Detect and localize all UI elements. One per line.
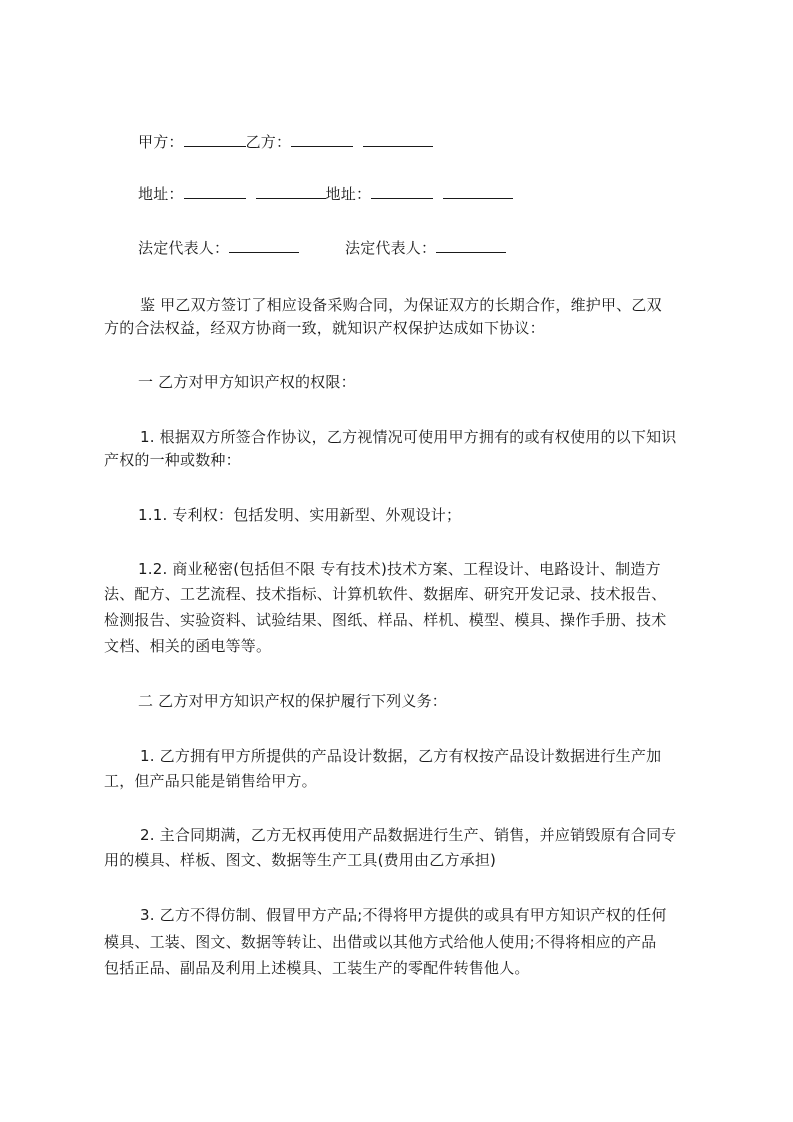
s2-item-3-line-2: 模具、工装、图文、数据等转让、出借或以其他方式给他人使用;不得将相应的产品 <box>104 933 657 951</box>
s1-item-1-line-2: 产权的一种或数种： <box>104 451 241 469</box>
rep-b-label: 法定代表人： <box>345 239 437 257</box>
party-b-label: 乙方： <box>245 133 292 151</box>
s2-item-2-line-2: 用的模具、样板、图文、数据等生产工具(费用由乙方承担) <box>104 851 497 869</box>
s2-item-1-line-2: 工，但产品只能是销售给甲方。 <box>104 772 317 790</box>
address-b-label: 地址： <box>325 185 372 203</box>
party-b-blank-1 <box>291 132 353 147</box>
party-b-blank-2 <box>363 132 433 147</box>
s1-item-1-2-line-2: 法、配方、工艺流程、技术指标、计算机软件、数据库、研究开发记录、技术报告、 <box>104 585 667 603</box>
s2-item-3-line-3: 包括正品、副品及利用上述模具、工装生产的零配件转售他人。 <box>104 959 530 977</box>
s1-item-1-2-line-1: 1.2. 商业秘密(包括但不限 专有技术)技术方案、工程设计、电路设计、制造方 <box>138 560 661 578</box>
address-a-blank-2 <box>256 184 326 199</box>
address-b-blank-2 <box>443 184 513 199</box>
s1-item-1-2-line-3: 检测报告、实验资料、试验结果、图纸、样品、样机、模型、模具、操作手册、技术 <box>104 611 667 629</box>
party-a-blank <box>184 132 246 147</box>
representatives-line-b <box>345 238 506 258</box>
s2-item-2-line-1: 2. 主合同期满，乙方无权再使用产品数据进行生产、销售，并应销毁原有合同专 <box>140 826 677 844</box>
s1-item-1-line-1: 1. 根据双方所签合作协议，乙方视情况可使用甲方拥有的或有权使用的以下知识 <box>140 428 677 446</box>
address-a-label: 地址： <box>138 185 184 203</box>
section-1-title: 一 乙方对甲方知识产权的权限： <box>138 373 356 391</box>
s1-item-1-2-line-4: 文档、相关的函电等等。 <box>104 637 272 655</box>
s2-item-1-line-1: 1. 乙方拥有甲方所提供的产品设计数据，乙方有权按产品设计数据进行生产加 <box>140 747 662 765</box>
s2-item-3-line-1: 3. 乙方不得仿制、假冒甲方产品;不得将甲方提供的或具有甲方知识产权的任何 <box>140 906 667 924</box>
parties-line <box>138 132 433 152</box>
preamble-line-1: 鉴 甲乙双方签订了相应设备采购合同，为保证双方的长期合作，维护甲、乙双 <box>140 296 662 314</box>
rep-b-blank <box>436 238 506 253</box>
address-b-blank-1 <box>371 184 433 199</box>
section-2-title: 二 乙方对甲方知识产权的保护履行下列义务： <box>138 692 447 710</box>
representatives-line <box>138 238 299 258</box>
rep-a-label: 法定代表人： <box>138 239 230 257</box>
s1-item-1-1: 1.1. 专利权：包括发明、实用新型、外观设计； <box>138 506 462 524</box>
address-line <box>138 184 513 204</box>
party-a-label: 甲方： <box>138 133 184 151</box>
address-a-blank-1 <box>184 184 246 199</box>
rep-a-blank <box>229 238 299 253</box>
preamble-line-2: 方的合法权益，经双方协商一致，就知识产权保护达成如下协议： <box>104 319 545 337</box>
